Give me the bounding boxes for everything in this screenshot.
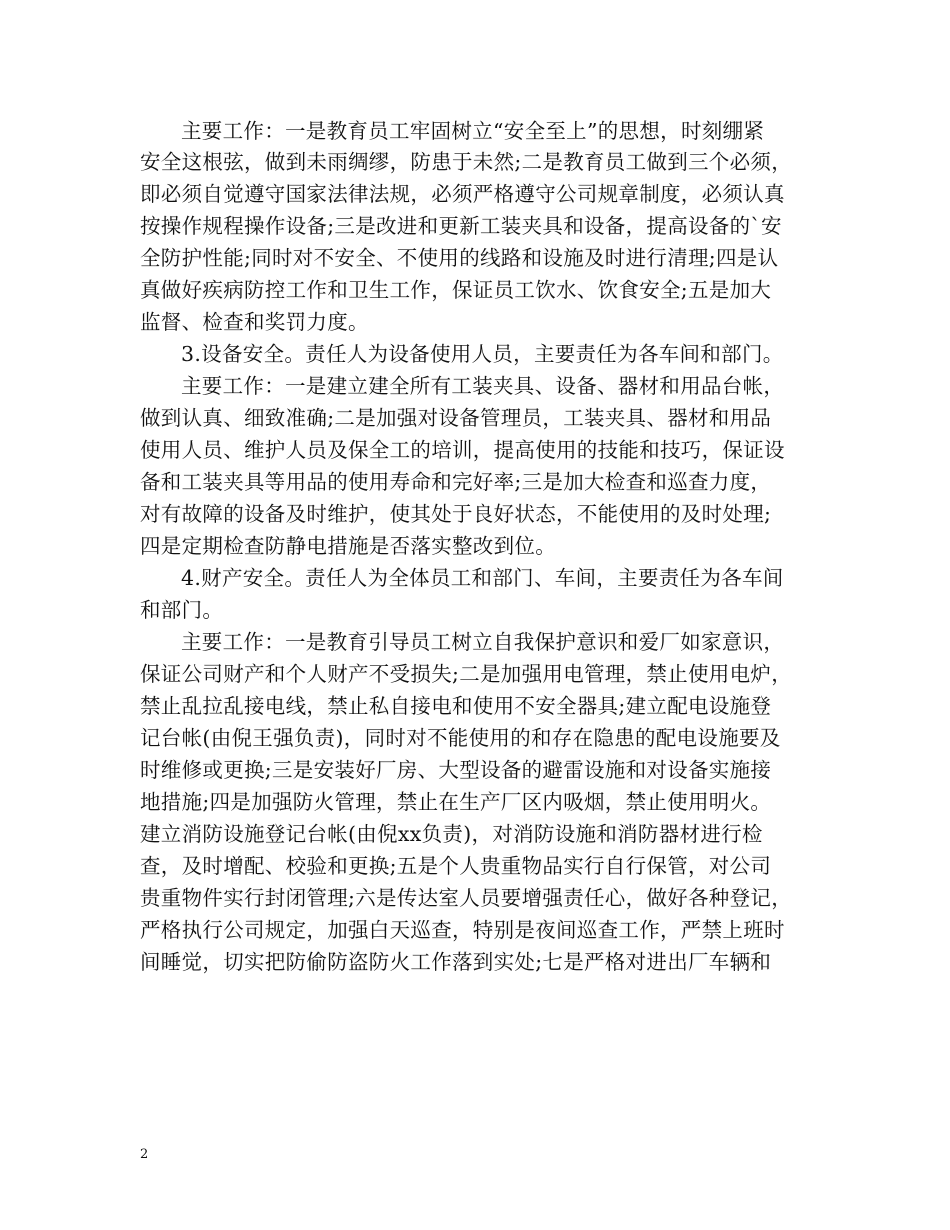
- text-line: 4.财产安全。责任人为全体员工和部门、车间，主要责任为各车间: [181, 566, 784, 590]
- text-line: 地措施;四是加强防火管理，禁止在生产厂区内吸烟，禁止使用明火。: [140, 790, 772, 814]
- text-line: 主要工作：一是教育员工牢固树立“安全至上”的思想，时刻绷紧: [181, 119, 765, 143]
- text-line: 全防护性能;同时对不安全、不使用的线路和设施及时进行清理;四是认: [140, 246, 779, 270]
- text-line: 真做好疾病防控工作和卫生工作，保证员工饮水、饮食安全;五是加大: [140, 278, 772, 302]
- text-line: 对有故障的设备及时维护，使其处于良好状态，不能使用的及时处理;: [140, 502, 772, 526]
- text-line: 和部门。: [140, 598, 224, 622]
- text-line: 建立消防设施登记台帐(由倪xx负责)，对消防设施和消防器材进行检: [140, 822, 763, 846]
- page-number: 2: [140, 1147, 149, 1162]
- text-line: 记台帐(由倪王强负责)，同时对不能使用的和存在隐患的配电设施要及: [140, 726, 781, 750]
- text-line: 备和工装夹具等用品的使用寿命和完好率;三是加大检查和巡查力度，: [140, 470, 772, 494]
- text-line: 3.设备安全。责任人为设备使用人员，主要责任为各车间和部门。: [181, 342, 784, 366]
- text-line: 主要工作：一是教育引导员工树立自我保护意识和爱厂如家意识，: [181, 630, 785, 654]
- text-line: 即必须自觉遵守国家法律法规，必须严格遵守公司规章制度，必须认真: [140, 182, 785, 206]
- text-line: 四是定期检查防静电措施是否落实整改到位。: [140, 534, 556, 558]
- text-line: 贵重物件实行封闭管理;六是传达室人员要增强责任心，做好各种登记，: [140, 886, 793, 910]
- text-line: 主要工作：一是建立建全所有工装夹具、设备、器材和用品台帐，: [181, 374, 785, 398]
- text-line: 禁止乱拉乱接电线，禁止私自接电和使用不安全器具;建立配电设施登: [140, 694, 772, 718]
- text-line: 保证公司财产和个人财产不受损失;二是加强用电管理，禁止使用电炉，: [140, 662, 793, 686]
- text-line: 严格执行公司规定，加强白天巡查，特别是夜间巡查工作，严禁上班时: [140, 918, 785, 942]
- text-line: 安全这根弦，做到未雨绸缪，防患于未然;二是教育员工做到三个必须，: [140, 150, 793, 174]
- text-line: 使用人员、维护人员及保全工的培训，提高使用的技能和技巧，保证设: [140, 438, 785, 462]
- text-line: 间睡觉，切实把防偷防盗防火工作落到实处;七是严格对进出厂车辆和: [140, 950, 772, 974]
- text-line: 按操作规程操作设备;三是改进和更新工装夹具和设备，提高设备的`安: [140, 214, 782, 238]
- text-line: 时维修或更换;三是安装好厂房、大型设备的避雷设施和对设备实施接: [140, 758, 772, 782]
- text-line: 查，及时增配、校验和更换;五是个人贵重物品实行自行保管，对公司: [140, 854, 772, 878]
- text-line: 做到认真、细致准确;二是加强对设备管理员，工装夹具、器材和用品: [140, 406, 772, 430]
- text-line: 监督、检查和奖罚力度。: [140, 310, 369, 334]
